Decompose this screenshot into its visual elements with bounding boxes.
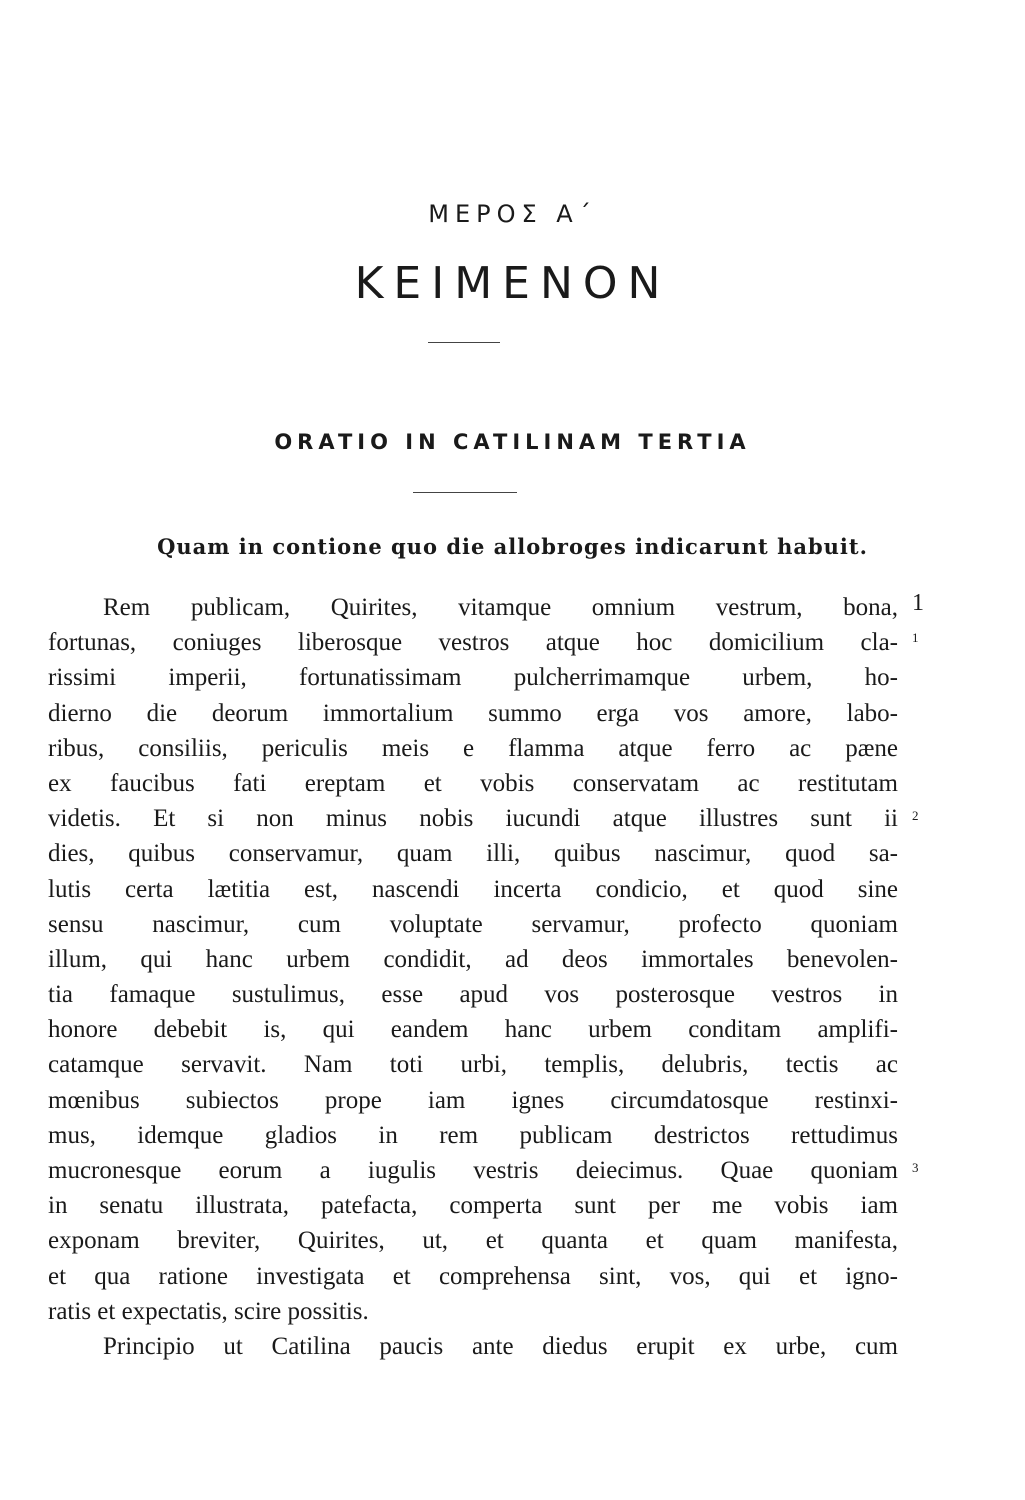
text-line: tia famaque sustulimus, esse apud vos posterosque vestros in	[48, 981, 898, 1009]
text-line: catamque servavit. Nam toti urbi, templis, delubris, tectis ac	[48, 1051, 898, 1079]
text-line: ribus, consiliis, periculis meis e flamma atque ferro ac pæne	[48, 734, 898, 762]
text-line: mus, idemque gladios in rem publicam destrictos rettudimus	[48, 1121, 898, 1149]
text-line: et qua ratione investigata et comprehensa sint, vos, qui et igno-	[48, 1262, 898, 1290]
text-line: ratis et expectatis, scire possitis.	[48, 1297, 369, 1325]
section-number: 3	[912, 1160, 919, 1175]
text-line: mucronesque eorum a iugulis vestris deiecimus. Quae quoniam	[48, 1157, 898, 1184]
divider-rule	[428, 342, 500, 343]
text-line: illum, qui hanc urbem condidit, ad deos immortales benevolen-	[48, 945, 898, 973]
text-line: ex faucibus fati ereptam et vobis conservatam ac restitutam	[48, 769, 898, 797]
text-line: videtis. Et si non minus nobis iucundi atque illustres sunt ii	[48, 805, 898, 833]
text-line: dierno die deorum immortalium summo erga vos amore, labo-	[48, 699, 898, 727]
part-heading: ΜΕΡΟΣ Α΄	[428, 200, 597, 228]
text-line: lutis certa lætitia est, nascendi incerta condicio, et quod sine	[48, 875, 898, 903]
text-line: in senatu illustrata, patefacta, comperta sunt per me vobis iam	[48, 1192, 898, 1220]
text-line: rissimi imperii, fortunatissimam pulcherrimamque urbem, ho-	[48, 664, 898, 692]
main-title: ΚΕΙΜΕΝΟΝ	[354, 258, 671, 309]
text-line: fortunas, coniuges liberosque vestros atque hoc domicilium cla-	[48, 629, 898, 657]
chapter-number: 1	[912, 590, 924, 616]
oration-body	[48, 590, 898, 1364]
text-line: dies, quibus conservamur, quam illi, quibus nascimur, quod sa-	[48, 840, 898, 868]
oration-subtitle: Quam in contione quo die allobroges indicarunt habuit.	[157, 534, 868, 559]
text-line: sensu nascimur, cum voluptate servamur, profecto quoniam	[48, 910, 898, 938]
oration-title: ORATIO IN CATILINAM TERTIA	[274, 430, 751, 454]
text-line: mœnibus subiectos prope iam ignes circumdatosque restinxi-	[48, 1086, 898, 1114]
section-number: 1	[912, 630, 919, 645]
divider-rule	[413, 492, 517, 493]
text-line: honore debebit is, qui eandem hanc urbem conditam amplifi-	[48, 1016, 898, 1044]
text-line: exponam breviter, Quirites, ut, et quanta et quam manifesta,	[48, 1227, 898, 1255]
text-line: Principio ut Catilina paucis ante diedus erupit ex urbe, cum	[103, 1332, 898, 1360]
text-line: Rem publicam, Quirites, vitamque omnium vestrum, bona,	[103, 594, 898, 621]
section-number: 2	[912, 808, 919, 823]
